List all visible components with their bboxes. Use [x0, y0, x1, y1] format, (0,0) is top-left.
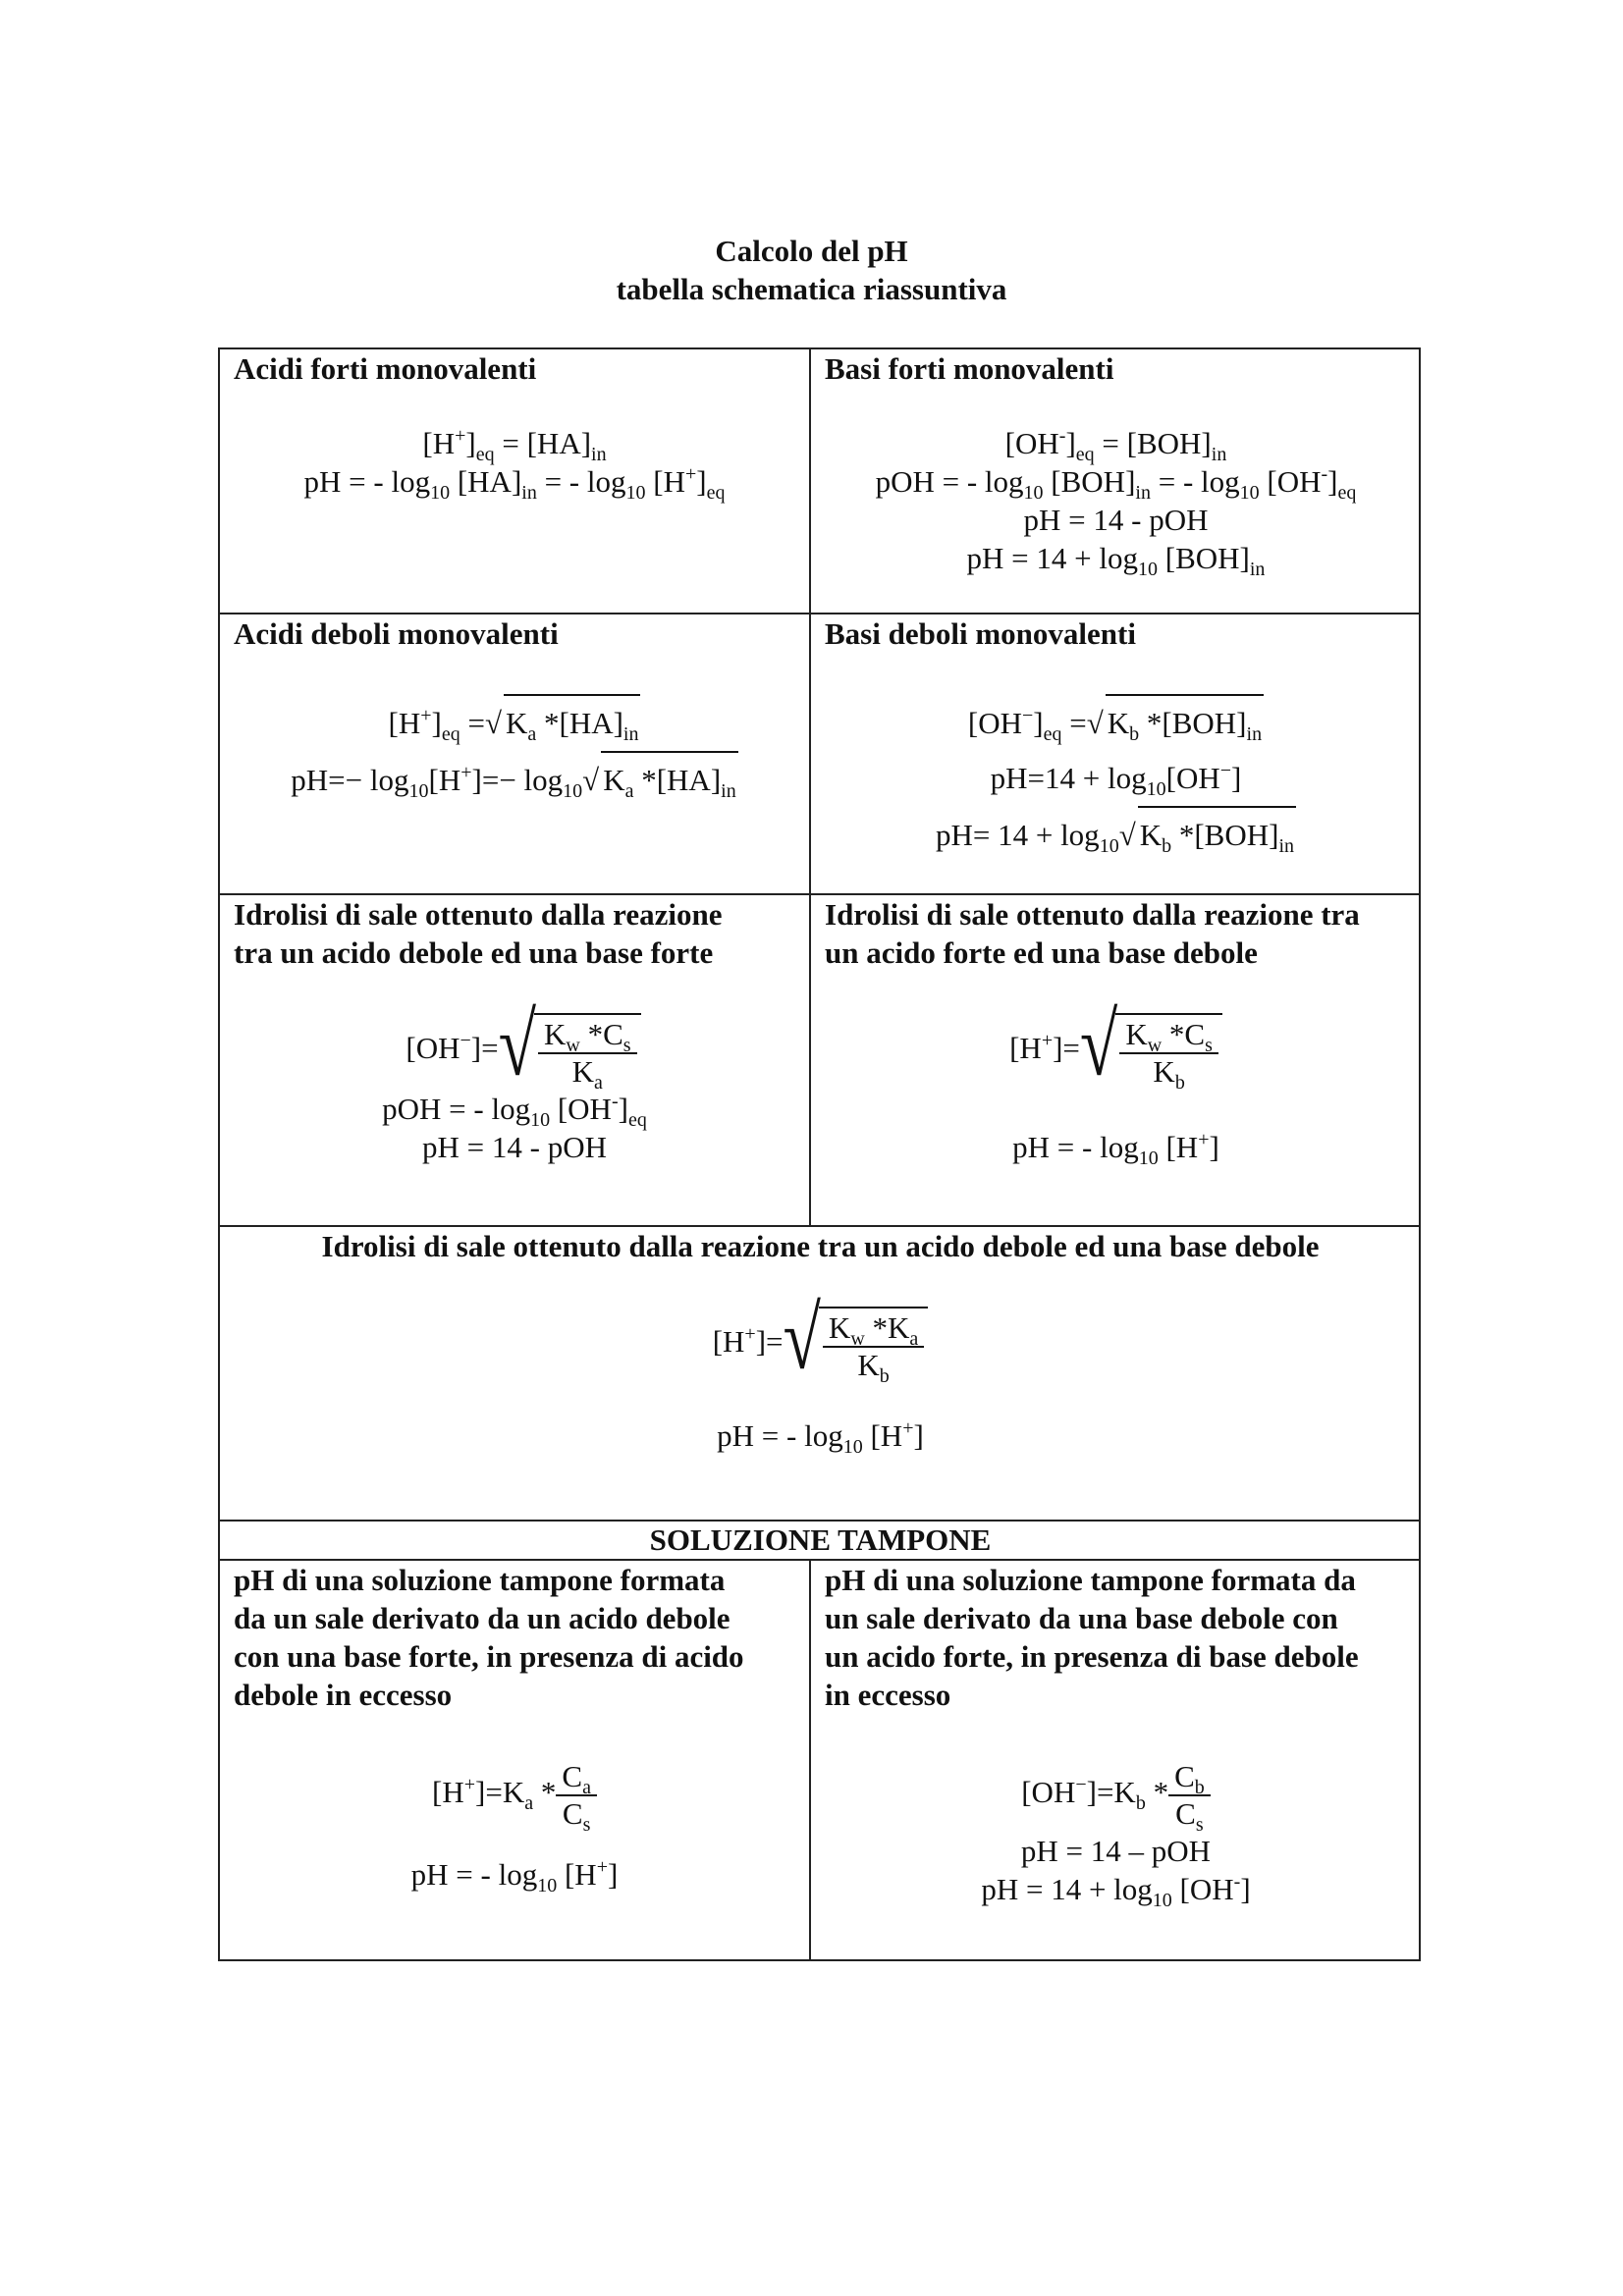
cell-heading: Basi forti monovalenti	[825, 351, 1114, 386]
formula: pH = 14 - pOH	[422, 1130, 607, 1164]
heading-line: pH di una soluzione tampone formata	[234, 1563, 726, 1597]
formula: $pH=14 + \log_{10}[OH^-]$	[990, 760, 1242, 800]
title-line-2: tabella schematica riassuntiva	[616, 272, 1007, 306]
formula: $[H^+]_{eq}$ =√ $K_a$ $*[HA]_{in}$	[220, 694, 809, 751]
formula: pOH = - $\log_{10} [BOH]_{in}$ = - $\log_{10} [OH^-]_{eq}$	[875, 463, 1357, 504]
formula: $[H^+]=K_a$ * $\frac{C_a}{C_s}$	[220, 1759, 809, 1832]
heading-line: pH di una soluzione tampone formata da	[825, 1563, 1356, 1597]
cell-buffer-header	[220, 1522, 1421, 1559]
heading-line: un sale derivato da una base debole con	[825, 1601, 1338, 1635]
cell-hydrolysis-weak-acid-strong-base	[220, 895, 809, 1225]
cell-heading: Idrolisi di sale ottenuto dalla reazione tra un acido debole ed una base debole	[321, 1229, 1320, 1263]
cell-hydrolysis-weak-acid-weak-base	[220, 1227, 1421, 1520]
cell-weak-bases	[811, 614, 1421, 893]
heading-line: in eccesso	[825, 1678, 951, 1712]
title-line-1: Calcolo del pH	[715, 234, 908, 268]
cell-heading	[220, 1561, 809, 1714]
formula-block	[220, 1759, 809, 1894]
heading-line: un acido forte, in presenza di base debole	[825, 1639, 1359, 1674]
cell-heading	[811, 1561, 1421, 1714]
section-heading: SOLUZIONE TAMPONE	[649, 1522, 992, 1557]
formula: pH = - $\log_{10} [H^+]$	[1012, 1129, 1219, 1169]
heading-line: da un sale derivato da un acido debole	[234, 1601, 730, 1635]
formula: pH = $14 + \log_{10} [BOH]_{in}$	[966, 541, 1266, 580]
formula: $[H^+]_{eq} = [HA]_{in}$	[422, 425, 607, 465]
formula: $[OH^-]_{eq} = [BOH]_{in}$	[1004, 425, 1227, 465]
formula: pH = - $\log_{10} [H^+]$	[410, 1856, 619, 1896]
heading-line: Idrolisi di sale ottenuto dalla reazione	[234, 897, 723, 932]
cell-strong-bases	[811, 349, 1421, 613]
heading-line: tra un acido debole ed una base forte	[234, 935, 714, 970]
formula-block	[811, 996, 1421, 1169]
cell-weak-acids	[220, 614, 809, 893]
formula: $pH= 14 + \log_{10}√$ $K_b$ $*[BOH]_{in}$	[811, 806, 1421, 863]
heading-line: Idrolisi di sale ottenuto dalla reazione tra	[825, 897, 1360, 932]
formula-block	[811, 424, 1421, 580]
formula: pH = $14 + \log_{10} [OH^-]$	[981, 1871, 1251, 1911]
formula-block	[811, 694, 1421, 863]
formula-block	[220, 1290, 1421, 1458]
ph-summary-table	[218, 347, 1421, 1961]
formula: $[OH^-]=K_b$ * $\frac{C_b}{C_s}$	[811, 1759, 1421, 1832]
formula: pH = - $\log_{10} [H^+]$	[717, 1417, 924, 1458]
heading-line: con una base forte, in presenza di acido	[234, 1639, 744, 1674]
formula: [OH−]= √ $\frac{K_w *C_s}{K_a}$	[238, 1013, 809, 1090]
cell-heading: Basi deboli monovalenti	[825, 616, 1136, 651]
formula-block	[220, 996, 809, 1166]
heading-line: un acido forte ed una base debole	[825, 935, 1258, 970]
formula-block	[220, 694, 809, 808]
cell-strong-acids	[220, 349, 809, 613]
heading-line: debole in eccesso	[234, 1678, 453, 1712]
cell-buffer-acid	[220, 1561, 809, 1961]
formula: $[OH^-]_{eq}$ =√ $K_b$ $*[BOH]_{in}$	[811, 694, 1421, 751]
cell-heading: Acidi deboli monovalenti	[234, 616, 559, 651]
formula: pH = - $\log_{10} [HA]_{in}$ = - $\log_{10} [H^+]_{eq}$	[303, 463, 726, 504]
formula: $pH=- \log_{10}[H^+]=- \log_{10}√$ $K_a$ $*[HA]_{in}$	[220, 751, 809, 808]
formula: pOH = - $\log_{10} [OH^-]_{eq}$	[382, 1091, 647, 1131]
formula-block	[220, 424, 809, 504]
formula: pH = 14 – pOH	[1020, 1834, 1212, 1868]
cell-heading	[220, 895, 809, 972]
cell-heading	[811, 895, 1421, 972]
formula: [H+]= √ $\frac{K_w *K_a}{K_b}$	[220, 1307, 1421, 1383]
formula-block	[811, 1759, 1421, 1911]
formula: pH = 14 - pOH	[1023, 503, 1209, 537]
cell-hydrolysis-strong-acid-weak-base	[811, 895, 1421, 1225]
page-title	[0, 232, 1623, 308]
cell-buffer-base	[811, 1561, 1421, 1961]
cell-heading: Acidi forti monovalenti	[234, 351, 537, 386]
formula: [H+]= √ $\frac{K_w *C_s}{K_b}$	[811, 1013, 1421, 1090]
